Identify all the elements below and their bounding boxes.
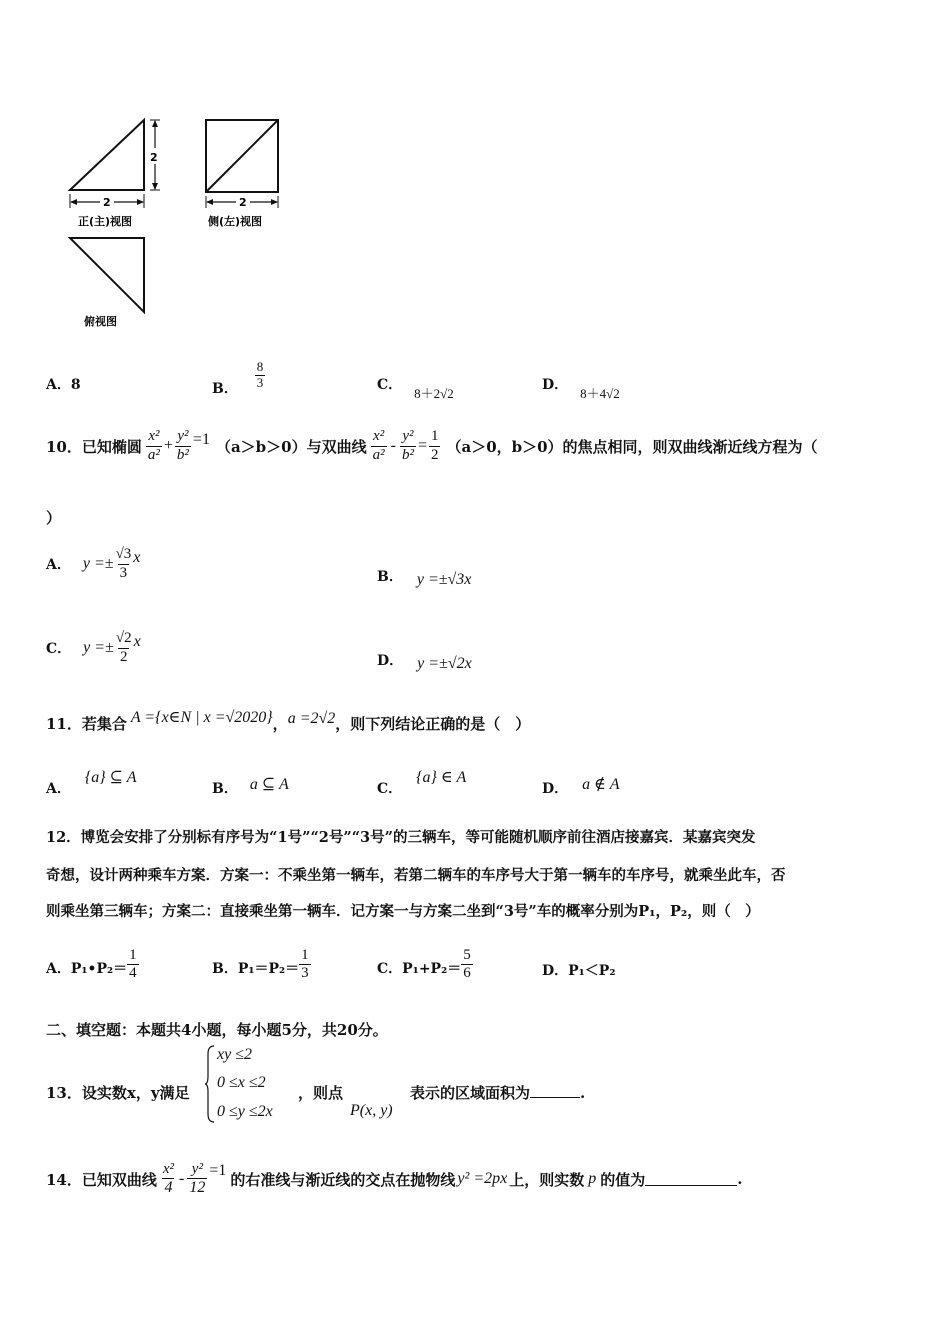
q10-stem: 10． 已知椭圆 $\frac{\text{x²}}{\text{a²}}$ + $\frac{\text{y²}}{\text{b²}}$ =1 （a＞b＞0）与双曲线 $\frac{\text{x²}}{\text{a²}}$ - $\frac{\text{y²}}{\text{b²}}$ = $\frac{1}{2}$ （a＞0，b＞0）的焦点相同，则双曲线渐近线方程为（ xyxy=(46,428,818,463)
q13-lead: 13．设实数x，y满足 xyxy=(46,1084,190,1102)
q9-option-a[interactable]: A．8 xyxy=(46,377,81,393)
top-view-label: 俯视图 xyxy=(84,315,117,328)
q13-brace xyxy=(205,1044,215,1124)
q12-line-3: 则乘坐第三辆车；方案二：直接乘坐第一辆车．记方案一与方案二坐到“3号”车的概率分别为P₁，P₂，则（ ） xyxy=(46,903,760,920)
q13-text-c: 表示的区域面积为 . xyxy=(410,1084,586,1102)
q9-option-c[interactable]: C．8＋2√2 xyxy=(377,377,454,401)
top-view-triangle xyxy=(70,238,144,312)
front-view-triangle xyxy=(70,120,144,190)
q11-option-d[interactable]: D． a ∉ A xyxy=(542,776,620,797)
front-view-label: 正(主)视图 xyxy=(78,215,133,228)
side-view-label: 侧(左)视图 xyxy=(208,215,263,228)
q13-answer-blank[interactable] xyxy=(530,1085,580,1098)
q11-option-c[interactable]: C． {a} ∈ A xyxy=(377,769,467,797)
side-width-dim: 2 xyxy=(239,196,247,209)
q13-ineq-2: 0 ≤x ≤2 xyxy=(217,1074,266,1091)
three-view-figure xyxy=(60,108,290,338)
q13-ineq-1: xy ≤2 xyxy=(217,1046,252,1063)
q10-option-a[interactable]: A． y =± $\frac{√3}{3}$ x xyxy=(46,546,141,581)
q9-option-d[interactable]: D．8＋4√2 xyxy=(542,377,620,401)
q14-stem: 14． 已知双曲线 $\frac{\text{x²}}{4}$ - $\frac{\text{y²}}{12}$ =1 的右准线与渐近线的交点在抛物线 y² =2px 上，则实数 p 的值为 . xyxy=(46,1160,743,1196)
q12-line-1: 12．博览会安排了分别标有序号为“1号”“2号”“3号”的三辆车，等可能随机顺序前往酒店接嘉宾．某嘉宾突发 xyxy=(46,829,756,846)
q11-option-b[interactable]: B． a ⊆ A xyxy=(212,776,289,797)
q9-option-b[interactable]: B． $\frac{8}{3}$ xyxy=(212,359,264,398)
q10-option-d[interactable]: D． y =±√2x xyxy=(377,653,472,672)
front-height-dim: 2 xyxy=(150,151,158,164)
q14-answer-blank[interactable] xyxy=(645,1173,737,1186)
q10-close-paren: ） xyxy=(46,509,62,527)
q12-option-a[interactable]: A． P₁•P₂＝ $\frac{1}{4}$ xyxy=(46,946,137,981)
q12-option-d[interactable]: D．P₁＜P₂ xyxy=(542,963,616,979)
section-2-title: 二、填空题：本题共4小题，每小题5分，共20分。 xyxy=(46,1021,388,1039)
q12-option-c[interactable]: C． P₁+P₂＝ $\frac{5}{6}$ xyxy=(377,946,471,981)
q12-option-b[interactable]: B． P₁＝P₂＝ $\frac{1}{3}$ xyxy=(212,946,309,981)
q13-point: P(x, y) xyxy=(350,1102,393,1119)
q11-stem: 11． 若集合 A ={x∈N | x =√2020} ， a =2√2 ，则下列结论正确的是（ ） xyxy=(46,709,531,733)
q11-option-a[interactable]: A． {a} ⊆ A xyxy=(46,769,137,797)
q13-text-b: ，则点 xyxy=(298,1084,344,1102)
front-width-dim: 2 xyxy=(103,196,111,209)
q10-option-c[interactable]: C． y =± $\frac{√2}{2}$ x xyxy=(46,630,141,665)
q13-ineq-3: 0 ≤y ≤2x xyxy=(217,1103,273,1120)
q10-option-b[interactable]: B． y =±√3x xyxy=(377,569,472,588)
q12-line-2: 奇想，设计两种乘车方案．方案一：不乘坐第一辆车，若第二辆车的车序号大于第一辆车的车序号，就乘坐此车，否 xyxy=(46,867,786,884)
